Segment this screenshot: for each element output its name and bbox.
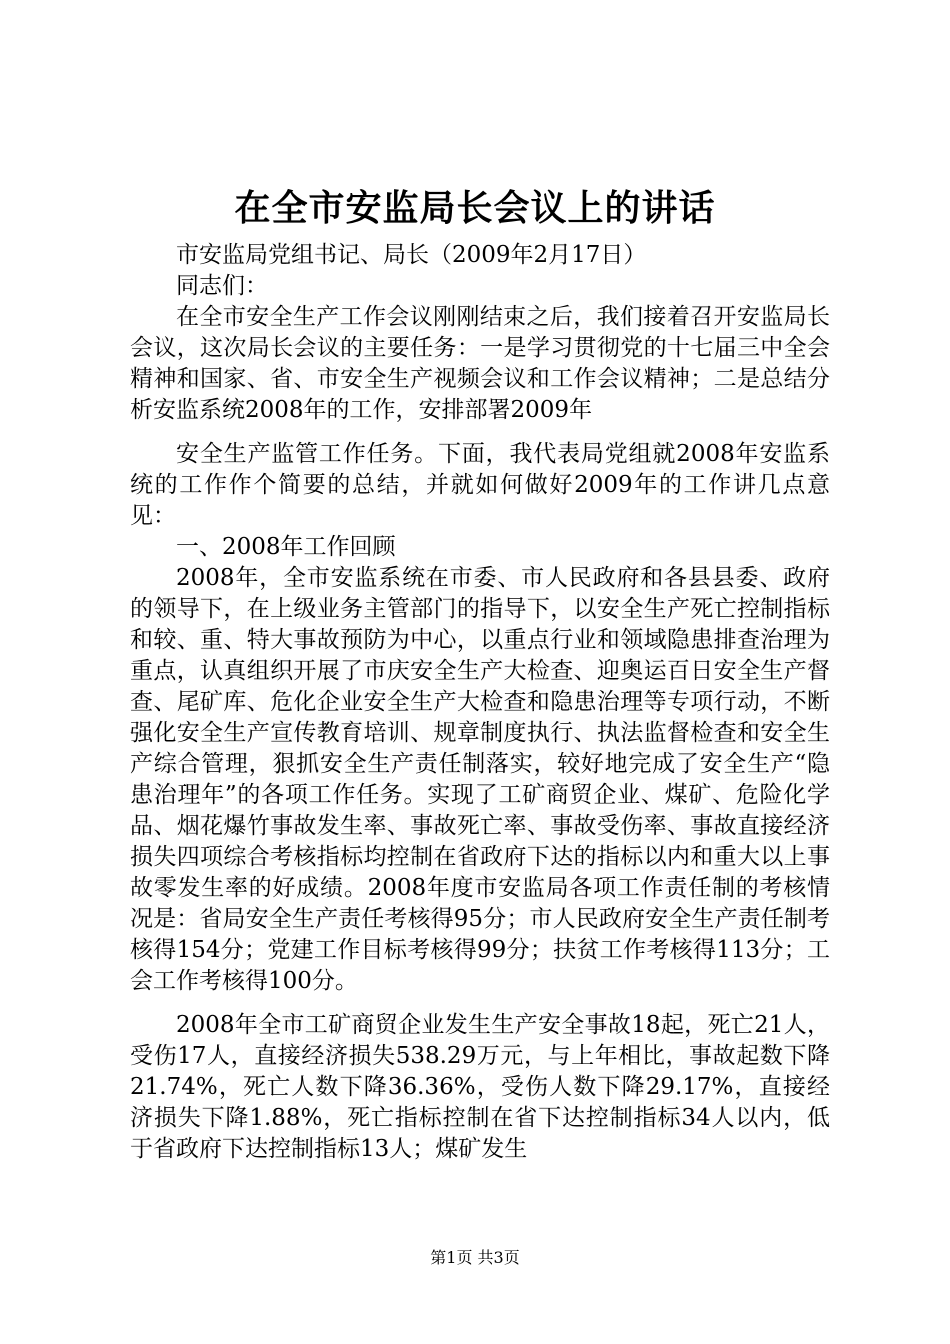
section-heading: 一、2008年工作回顾 bbox=[176, 534, 396, 560]
paragraph: 2008年，全市安监系统在市委、市人民政府和各县县委、政府的领导下，在上级业务主管部门的指导下，以安全生产死亡控制指标和较、重、特大事故预防为中心，以重点行业和领域隐患排查治理为重点，认真组织开展了市庆安全生产大检查、迎奥运百日安全生产督查、尾矿库、危化企业安全生产大检查和隐患治理等专项行动，不断强化安全生产宣传教育培训、规章制度执行、执法监督检查和安全生产综合管理，狠抓安全生产责任制落实，较好地完成了安全生产“隐患治理年”的各项工作任务。实现了工矿商贸企业、煤矿、危险化学品、烟花爆竹事故发生率、事故死亡率、事故受伤率、事故直接经济损失四项综合考核指标均控制在省政府下达的指标以内和重大以上事故零发生率的好成绩。2008年度市安监局各项工作责任制的考核情况是：省局安全生产责任考核得95分；市人民政府安全生产责任制考核得154分；党建工作目标考核得99分；扶贫工作考核得113分；工会工作考核得100分。 bbox=[130, 565, 830, 994]
speaker-line: 市安监局党组书记、局长（2009年2月17日） bbox=[176, 242, 647, 268]
paragraph: 在全市安全生产工作会议刚刚结束之后，我们接着召开安监局长会议，这次局长会议的主要任务：一是学习贯彻党的十七届三中全会精神和国家、省、市安全生产视频会议和工作会议精神；二是总结分析安监系统2008年的工作，安排部署2009年 bbox=[130, 304, 830, 423]
paragraph: 安全生产监管工作任务。下面，我代表局党组就2008年安监系统的工作作个简要的总结，并就如何做好2009年的工作讲几点意见： bbox=[130, 441, 830, 529]
document-body bbox=[130, 240, 830, 1165]
page-number-footer: 第1页 共3页 bbox=[430, 1248, 520, 1267]
document-title: 在全市安监局长会议上的讲话 bbox=[234, 187, 716, 229]
paragraph: 2008年全市工矿商贸企业发生生产安全事故18起，死亡21人，受伤17人，直接经济损失538.29万元，与上年相比，事故起数下降21.74%，死亡人数下降36.36%，受伤人数下降29.17%，直接经济损失下降1.88%，死亡指标控制在省下达控制指标34人以内，低于省政府下达控制指标13人；煤矿发生 bbox=[130, 1012, 830, 1162]
salutation: 同志们： bbox=[176, 273, 268, 299]
